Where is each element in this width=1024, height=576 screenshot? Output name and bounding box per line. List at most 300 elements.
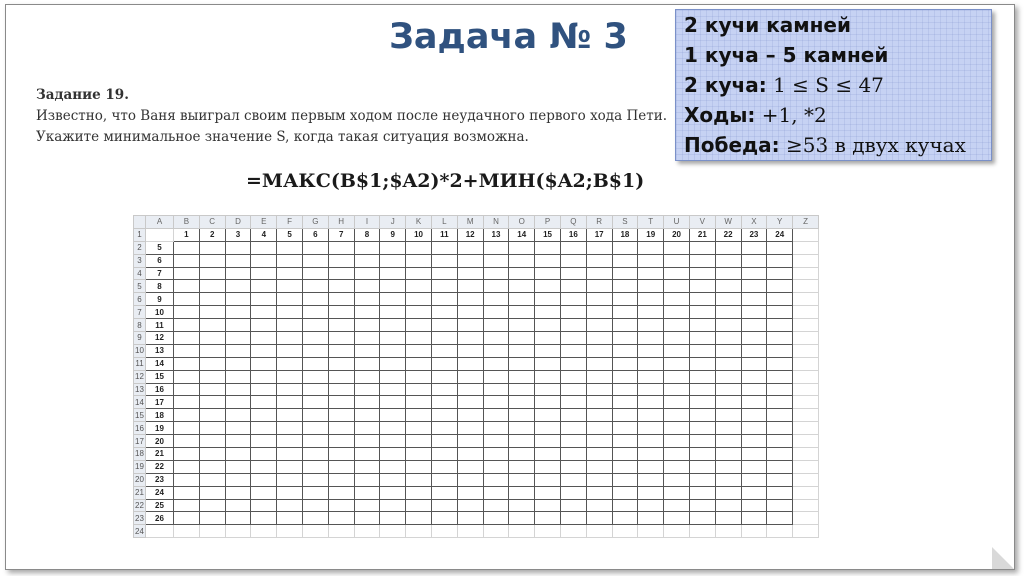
cell-N6[interactable] bbox=[483, 293, 509, 306]
cell-W19[interactable] bbox=[715, 460, 741, 473]
cell-N17[interactable] bbox=[483, 435, 509, 448]
cell-P20[interactable] bbox=[535, 473, 561, 486]
cell-C10[interactable] bbox=[199, 344, 225, 357]
cell-B5[interactable] bbox=[174, 280, 200, 293]
cell-L11[interactable] bbox=[431, 357, 457, 370]
cell-F1[interactable]: 5 bbox=[277, 228, 303, 241]
cell-J17[interactable] bbox=[380, 435, 406, 448]
cell-F13[interactable] bbox=[277, 383, 303, 396]
cell-W15[interactable] bbox=[715, 409, 741, 422]
cell-X24[interactable] bbox=[741, 525, 767, 538]
cell-R5[interactable] bbox=[586, 280, 612, 293]
cell-M5[interactable] bbox=[457, 280, 483, 293]
cell-Z13[interactable] bbox=[793, 383, 819, 396]
cell-V6[interactable] bbox=[689, 293, 715, 306]
cell-I6[interactable] bbox=[354, 293, 380, 306]
cell-O21[interactable] bbox=[509, 486, 535, 499]
cell-M3[interactable] bbox=[457, 254, 483, 267]
cell-X1[interactable]: 23 bbox=[741, 228, 767, 241]
column-header-O[interactable]: O bbox=[509, 216, 535, 229]
cell-A24[interactable] bbox=[146, 525, 174, 538]
cell-N8[interactable] bbox=[483, 319, 509, 332]
cell-K17[interactable] bbox=[406, 435, 432, 448]
column-header-Q[interactable]: Q bbox=[560, 216, 586, 229]
cell-X3[interactable] bbox=[741, 254, 767, 267]
cell-W1[interactable]: 22 bbox=[715, 228, 741, 241]
cell-Q19[interactable] bbox=[560, 460, 586, 473]
cell-Y11[interactable] bbox=[767, 357, 793, 370]
column-header-B[interactable]: B bbox=[174, 216, 200, 229]
column-header-M[interactable]: M bbox=[457, 216, 483, 229]
cell-E20[interactable] bbox=[251, 473, 277, 486]
cell-J2[interactable] bbox=[380, 241, 406, 254]
cell-N18[interactable] bbox=[483, 448, 509, 461]
cell-D14[interactable] bbox=[225, 396, 251, 409]
cell-E7[interactable] bbox=[251, 306, 277, 319]
cell-R19[interactable] bbox=[586, 460, 612, 473]
cell-Z9[interactable] bbox=[793, 332, 819, 345]
cell-A13[interactable]: 16 bbox=[146, 383, 174, 396]
cell-V23[interactable] bbox=[689, 512, 715, 525]
cell-K13[interactable] bbox=[406, 383, 432, 396]
row-header[interactable]: 1 bbox=[134, 228, 146, 241]
cell-U1[interactable]: 20 bbox=[664, 228, 690, 241]
cell-W24[interactable] bbox=[715, 525, 741, 538]
cell-C12[interactable] bbox=[199, 370, 225, 383]
cell-X18[interactable] bbox=[741, 448, 767, 461]
cell-H23[interactable] bbox=[328, 512, 354, 525]
cell-J1[interactable]: 9 bbox=[380, 228, 406, 241]
cell-L8[interactable] bbox=[431, 319, 457, 332]
cell-Y23[interactable] bbox=[767, 512, 793, 525]
cell-M12[interactable] bbox=[457, 370, 483, 383]
cell-G20[interactable] bbox=[302, 473, 328, 486]
cell-D4[interactable] bbox=[225, 267, 251, 280]
cell-R7[interactable] bbox=[586, 306, 612, 319]
cell-C14[interactable] bbox=[199, 396, 225, 409]
cell-L17[interactable] bbox=[431, 435, 457, 448]
cell-E8[interactable] bbox=[251, 319, 277, 332]
cell-Z16[interactable] bbox=[793, 422, 819, 435]
column-header-W[interactable]: W bbox=[715, 216, 741, 229]
cell-Q4[interactable] bbox=[560, 267, 586, 280]
cell-G22[interactable] bbox=[302, 499, 328, 512]
cell-K2[interactable] bbox=[406, 241, 432, 254]
cell-X7[interactable] bbox=[741, 306, 767, 319]
cell-I8[interactable] bbox=[354, 319, 380, 332]
cell-C4[interactable] bbox=[199, 267, 225, 280]
cell-W23[interactable] bbox=[715, 512, 741, 525]
cell-E18[interactable] bbox=[251, 448, 277, 461]
cell-O8[interactable] bbox=[509, 319, 535, 332]
cell-L6[interactable] bbox=[431, 293, 457, 306]
cell-P11[interactable] bbox=[535, 357, 561, 370]
cell-N19[interactable] bbox=[483, 460, 509, 473]
cell-B3[interactable] bbox=[174, 254, 200, 267]
cell-H1[interactable]: 7 bbox=[328, 228, 354, 241]
cell-L14[interactable] bbox=[431, 396, 457, 409]
cell-M10[interactable] bbox=[457, 344, 483, 357]
cell-J10[interactable] bbox=[380, 344, 406, 357]
column-header-K[interactable]: K bbox=[406, 216, 432, 229]
cell-Z7[interactable] bbox=[793, 306, 819, 319]
cell-X9[interactable] bbox=[741, 332, 767, 345]
cell-T23[interactable] bbox=[638, 512, 664, 525]
cell-N16[interactable] bbox=[483, 422, 509, 435]
cell-L21[interactable] bbox=[431, 486, 457, 499]
cell-A7[interactable]: 10 bbox=[146, 306, 174, 319]
cell-J7[interactable] bbox=[380, 306, 406, 319]
cell-V14[interactable] bbox=[689, 396, 715, 409]
cell-M4[interactable] bbox=[457, 267, 483, 280]
cell-K7[interactable] bbox=[406, 306, 432, 319]
cell-T16[interactable] bbox=[638, 422, 664, 435]
cell-U21[interactable] bbox=[664, 486, 690, 499]
row-header[interactable]: 24 bbox=[135, 526, 144, 536]
cell-F8[interactable] bbox=[277, 319, 303, 332]
cell-V21[interactable] bbox=[689, 486, 715, 499]
cell-S14[interactable] bbox=[612, 396, 638, 409]
cell-I14[interactable] bbox=[354, 396, 380, 409]
cell-D5[interactable] bbox=[225, 280, 251, 293]
cell-I7[interactable] bbox=[354, 306, 380, 319]
cell-L9[interactable] bbox=[431, 332, 457, 345]
cell-K11[interactable] bbox=[406, 357, 432, 370]
cell-X12[interactable] bbox=[741, 370, 767, 383]
cell-H19[interactable] bbox=[328, 460, 354, 473]
cell-X11[interactable] bbox=[741, 357, 767, 370]
cell-X4[interactable] bbox=[741, 267, 767, 280]
cell-C9[interactable] bbox=[199, 332, 225, 345]
column-header-P[interactable]: P bbox=[535, 216, 561, 229]
cell-F6[interactable] bbox=[277, 293, 303, 306]
cell-N11[interactable] bbox=[483, 357, 509, 370]
cell-X15[interactable] bbox=[741, 409, 767, 422]
cell-J8[interactable] bbox=[380, 319, 406, 332]
cell-W14[interactable] bbox=[715, 396, 741, 409]
cell-D18[interactable] bbox=[225, 448, 251, 461]
cell-E23[interactable] bbox=[251, 512, 277, 525]
cell-Q14[interactable] bbox=[560, 396, 586, 409]
cell-I23[interactable] bbox=[354, 512, 380, 525]
cell-W8[interactable] bbox=[715, 319, 741, 332]
cell-F17[interactable] bbox=[277, 435, 303, 448]
cell-X5[interactable] bbox=[741, 280, 767, 293]
cell-L2[interactable] bbox=[431, 241, 457, 254]
cell-W4[interactable] bbox=[715, 267, 741, 280]
column-header-Z[interactable]: Z bbox=[793, 216, 819, 229]
cell-P18[interactable] bbox=[535, 448, 561, 461]
cell-Q23[interactable] bbox=[560, 512, 586, 525]
cell-N22[interactable] bbox=[483, 499, 509, 512]
cell-P2[interactable] bbox=[535, 241, 561, 254]
cell-C20[interactable] bbox=[199, 473, 225, 486]
cell-E12[interactable] bbox=[251, 370, 277, 383]
cell-E11[interactable] bbox=[251, 357, 277, 370]
cell-T15[interactable] bbox=[638, 409, 664, 422]
cell-N24[interactable] bbox=[483, 525, 509, 538]
row-header[interactable]: 9 bbox=[134, 332, 146, 345]
cell-I1[interactable]: 8 bbox=[354, 228, 380, 241]
cell-K22[interactable] bbox=[406, 499, 432, 512]
cell-X21[interactable] bbox=[741, 486, 767, 499]
cell-Z6[interactable] bbox=[793, 293, 819, 306]
cell-O9[interactable] bbox=[509, 332, 535, 345]
cell-C2[interactable] bbox=[199, 241, 225, 254]
cell-A8[interactable]: 11 bbox=[146, 319, 174, 332]
cell-M20[interactable] bbox=[457, 473, 483, 486]
cell-B8[interactable] bbox=[174, 319, 200, 332]
cell-H4[interactable] bbox=[328, 267, 354, 280]
cell-Q15[interactable] bbox=[560, 409, 586, 422]
cell-L4[interactable] bbox=[431, 267, 457, 280]
cell-T20[interactable] bbox=[638, 473, 664, 486]
cell-R6[interactable] bbox=[586, 293, 612, 306]
cell-A23[interactable]: 26 bbox=[146, 512, 174, 525]
row-header[interactable]: 2 bbox=[134, 241, 146, 254]
cell-L19[interactable] bbox=[431, 460, 457, 473]
cell-U8[interactable] bbox=[664, 319, 690, 332]
cell-G8[interactable] bbox=[302, 319, 328, 332]
cell-B19[interactable] bbox=[174, 460, 200, 473]
cell-R15[interactable] bbox=[586, 409, 612, 422]
column-header-Y[interactable]: Y bbox=[767, 216, 793, 229]
cell-D13[interactable] bbox=[225, 383, 251, 396]
cell-S1[interactable]: 18 bbox=[612, 228, 638, 241]
cell-I10[interactable] bbox=[354, 344, 380, 357]
cell-L23[interactable] bbox=[431, 512, 457, 525]
cell-Z19[interactable] bbox=[793, 460, 819, 473]
cell-P10[interactable] bbox=[535, 344, 561, 357]
cell-W13[interactable] bbox=[715, 383, 741, 396]
cell-P12[interactable] bbox=[535, 370, 561, 383]
cell-B2[interactable] bbox=[174, 241, 200, 254]
cell-Q11[interactable] bbox=[560, 357, 586, 370]
cell-E15[interactable] bbox=[251, 409, 277, 422]
cell-R11[interactable] bbox=[586, 357, 612, 370]
cell-G12[interactable] bbox=[302, 370, 328, 383]
cell-Q9[interactable] bbox=[560, 332, 586, 345]
cell-G7[interactable] bbox=[302, 306, 328, 319]
cell-M15[interactable] bbox=[457, 409, 483, 422]
cell-X10[interactable] bbox=[741, 344, 767, 357]
cell-D19[interactable] bbox=[225, 460, 251, 473]
cell-Z3[interactable] bbox=[793, 254, 819, 267]
row-header[interactable]: 20 bbox=[135, 475, 144, 485]
cell-D15[interactable] bbox=[225, 409, 251, 422]
cell-H24[interactable] bbox=[328, 525, 354, 538]
cell-Y9[interactable] bbox=[767, 332, 793, 345]
column-header-T[interactable]: T bbox=[638, 216, 664, 229]
cell-B16[interactable] bbox=[174, 422, 200, 435]
cell-N2[interactable] bbox=[483, 241, 509, 254]
cell-C22[interactable] bbox=[199, 499, 225, 512]
cell-J21[interactable] bbox=[380, 486, 406, 499]
cell-S8[interactable] bbox=[612, 319, 638, 332]
cell-U5[interactable] bbox=[664, 280, 690, 293]
cell-S2[interactable] bbox=[612, 241, 638, 254]
cell-O6[interactable] bbox=[509, 293, 535, 306]
cell-X13[interactable] bbox=[741, 383, 767, 396]
cell-C7[interactable] bbox=[199, 306, 225, 319]
cell-U16[interactable] bbox=[664, 422, 690, 435]
cell-C13[interactable] bbox=[199, 383, 225, 396]
cell-N23[interactable] bbox=[483, 512, 509, 525]
cell-M22[interactable] bbox=[457, 499, 483, 512]
cell-K19[interactable] bbox=[406, 460, 432, 473]
cell-B1[interactable]: 1 bbox=[174, 228, 200, 241]
cell-I15[interactable] bbox=[354, 409, 380, 422]
cell-G4[interactable] bbox=[302, 267, 328, 280]
cell-K16[interactable] bbox=[406, 422, 432, 435]
cell-N5[interactable] bbox=[483, 280, 509, 293]
cell-P19[interactable] bbox=[535, 460, 561, 473]
cell-A19[interactable]: 22 bbox=[146, 460, 174, 473]
cell-B24[interactable] bbox=[174, 525, 200, 538]
cell-C21[interactable] bbox=[199, 486, 225, 499]
cell-D21[interactable] bbox=[225, 486, 251, 499]
cell-G15[interactable] bbox=[302, 409, 328, 422]
cell-F19[interactable] bbox=[277, 460, 303, 473]
row-header[interactable]: 18 bbox=[135, 449, 144, 459]
cell-O19[interactable] bbox=[509, 460, 535, 473]
cell-U17[interactable] bbox=[664, 435, 690, 448]
cell-E3[interactable] bbox=[251, 254, 277, 267]
cell-Z1[interactable] bbox=[793, 228, 819, 241]
cell-J20[interactable] bbox=[380, 473, 406, 486]
cell-M14[interactable] bbox=[457, 396, 483, 409]
cell-G17[interactable] bbox=[302, 435, 328, 448]
cell-V20[interactable] bbox=[689, 473, 715, 486]
cell-Y20[interactable] bbox=[767, 473, 793, 486]
cell-Z18[interactable] bbox=[793, 448, 819, 461]
cell-B21[interactable] bbox=[174, 486, 200, 499]
cell-U2[interactable] bbox=[664, 241, 690, 254]
cell-N21[interactable] bbox=[483, 486, 509, 499]
cell-C5[interactable] bbox=[199, 280, 225, 293]
cell-R9[interactable] bbox=[586, 332, 612, 345]
cell-B7[interactable] bbox=[174, 306, 200, 319]
cell-X19[interactable] bbox=[741, 460, 767, 473]
cell-H10[interactable] bbox=[328, 344, 354, 357]
cell-A14[interactable]: 17 bbox=[146, 396, 174, 409]
cell-O16[interactable] bbox=[509, 422, 535, 435]
cell-T1[interactable]: 19 bbox=[638, 228, 664, 241]
cell-T12[interactable] bbox=[638, 370, 664, 383]
cell-Q18[interactable] bbox=[560, 448, 586, 461]
cell-I9[interactable] bbox=[354, 332, 380, 345]
cell-K20[interactable] bbox=[406, 473, 432, 486]
cell-C16[interactable] bbox=[199, 422, 225, 435]
cell-L20[interactable] bbox=[431, 473, 457, 486]
cell-Q6[interactable] bbox=[560, 293, 586, 306]
cell-N7[interactable] bbox=[483, 306, 509, 319]
cell-T8[interactable] bbox=[638, 319, 664, 332]
cell-E6[interactable] bbox=[251, 293, 277, 306]
cell-J15[interactable] bbox=[380, 409, 406, 422]
cell-D9[interactable] bbox=[225, 332, 251, 345]
cell-H5[interactable] bbox=[328, 280, 354, 293]
cell-D24[interactable] bbox=[225, 525, 251, 538]
cell-S5[interactable] bbox=[612, 280, 638, 293]
cell-H22[interactable] bbox=[328, 499, 354, 512]
cell-N14[interactable] bbox=[483, 396, 509, 409]
cell-J14[interactable] bbox=[380, 396, 406, 409]
cell-B11[interactable] bbox=[174, 357, 200, 370]
cell-V24[interactable] bbox=[689, 525, 715, 538]
cell-I16[interactable] bbox=[354, 422, 380, 435]
cell-P13[interactable] bbox=[535, 383, 561, 396]
cell-Y5[interactable] bbox=[767, 280, 793, 293]
cell-T14[interactable] bbox=[638, 396, 664, 409]
cell-Q12[interactable] bbox=[560, 370, 586, 383]
cell-Y21[interactable] bbox=[767, 486, 793, 499]
cell-O20[interactable] bbox=[509, 473, 535, 486]
cell-P16[interactable] bbox=[535, 422, 561, 435]
cell-J24[interactable] bbox=[380, 525, 406, 538]
column-header-I[interactable]: I bbox=[354, 216, 380, 229]
cell-B20[interactable] bbox=[174, 473, 200, 486]
cell-S6[interactable] bbox=[612, 293, 638, 306]
cell-Q20[interactable] bbox=[560, 473, 586, 486]
row-header[interactable]: 22 bbox=[135, 501, 144, 511]
cell-R23[interactable] bbox=[586, 512, 612, 525]
cell-R4[interactable] bbox=[586, 267, 612, 280]
cell-J16[interactable] bbox=[380, 422, 406, 435]
cell-K21[interactable] bbox=[406, 486, 432, 499]
cell-O13[interactable] bbox=[509, 383, 535, 396]
cell-W7[interactable] bbox=[715, 306, 741, 319]
cell-Q5[interactable] bbox=[560, 280, 586, 293]
cell-Z15[interactable] bbox=[793, 409, 819, 422]
cell-P17[interactable] bbox=[535, 435, 561, 448]
cell-S9[interactable] bbox=[612, 332, 638, 345]
cell-H21[interactable] bbox=[328, 486, 354, 499]
cell-P24[interactable] bbox=[535, 525, 561, 538]
cell-C6[interactable] bbox=[199, 293, 225, 306]
row-header[interactable]: 3 bbox=[134, 254, 146, 267]
cell-H11[interactable] bbox=[328, 357, 354, 370]
cell-O22[interactable] bbox=[509, 499, 535, 512]
cell-A1[interactable] bbox=[146, 228, 174, 241]
cell-B9[interactable] bbox=[174, 332, 200, 345]
cell-J18[interactable] bbox=[380, 448, 406, 461]
cell-Z14[interactable] bbox=[793, 396, 819, 409]
cell-Y2[interactable] bbox=[767, 241, 793, 254]
cell-J5[interactable] bbox=[380, 280, 406, 293]
cell-S16[interactable] bbox=[612, 422, 638, 435]
cell-J6[interactable] bbox=[380, 293, 406, 306]
cell-X20[interactable] bbox=[741, 473, 767, 486]
cell-K18[interactable] bbox=[406, 448, 432, 461]
cell-X6[interactable] bbox=[741, 293, 767, 306]
cell-V10[interactable] bbox=[689, 344, 715, 357]
cell-X2[interactable] bbox=[741, 241, 767, 254]
cell-G1[interactable]: 6 bbox=[302, 228, 328, 241]
cell-G6[interactable] bbox=[302, 293, 328, 306]
cell-E24[interactable] bbox=[251, 525, 277, 538]
cell-K24[interactable] bbox=[406, 525, 432, 538]
cell-E13[interactable] bbox=[251, 383, 277, 396]
cell-F20[interactable] bbox=[277, 473, 303, 486]
cell-M9[interactable] bbox=[457, 332, 483, 345]
cell-W21[interactable] bbox=[715, 486, 741, 499]
cell-S12[interactable] bbox=[612, 370, 638, 383]
cell-J23[interactable] bbox=[380, 512, 406, 525]
cell-A4[interactable]: 7 bbox=[146, 267, 174, 280]
cell-U24[interactable] bbox=[664, 525, 690, 538]
column-header-G[interactable]: G bbox=[302, 216, 328, 229]
